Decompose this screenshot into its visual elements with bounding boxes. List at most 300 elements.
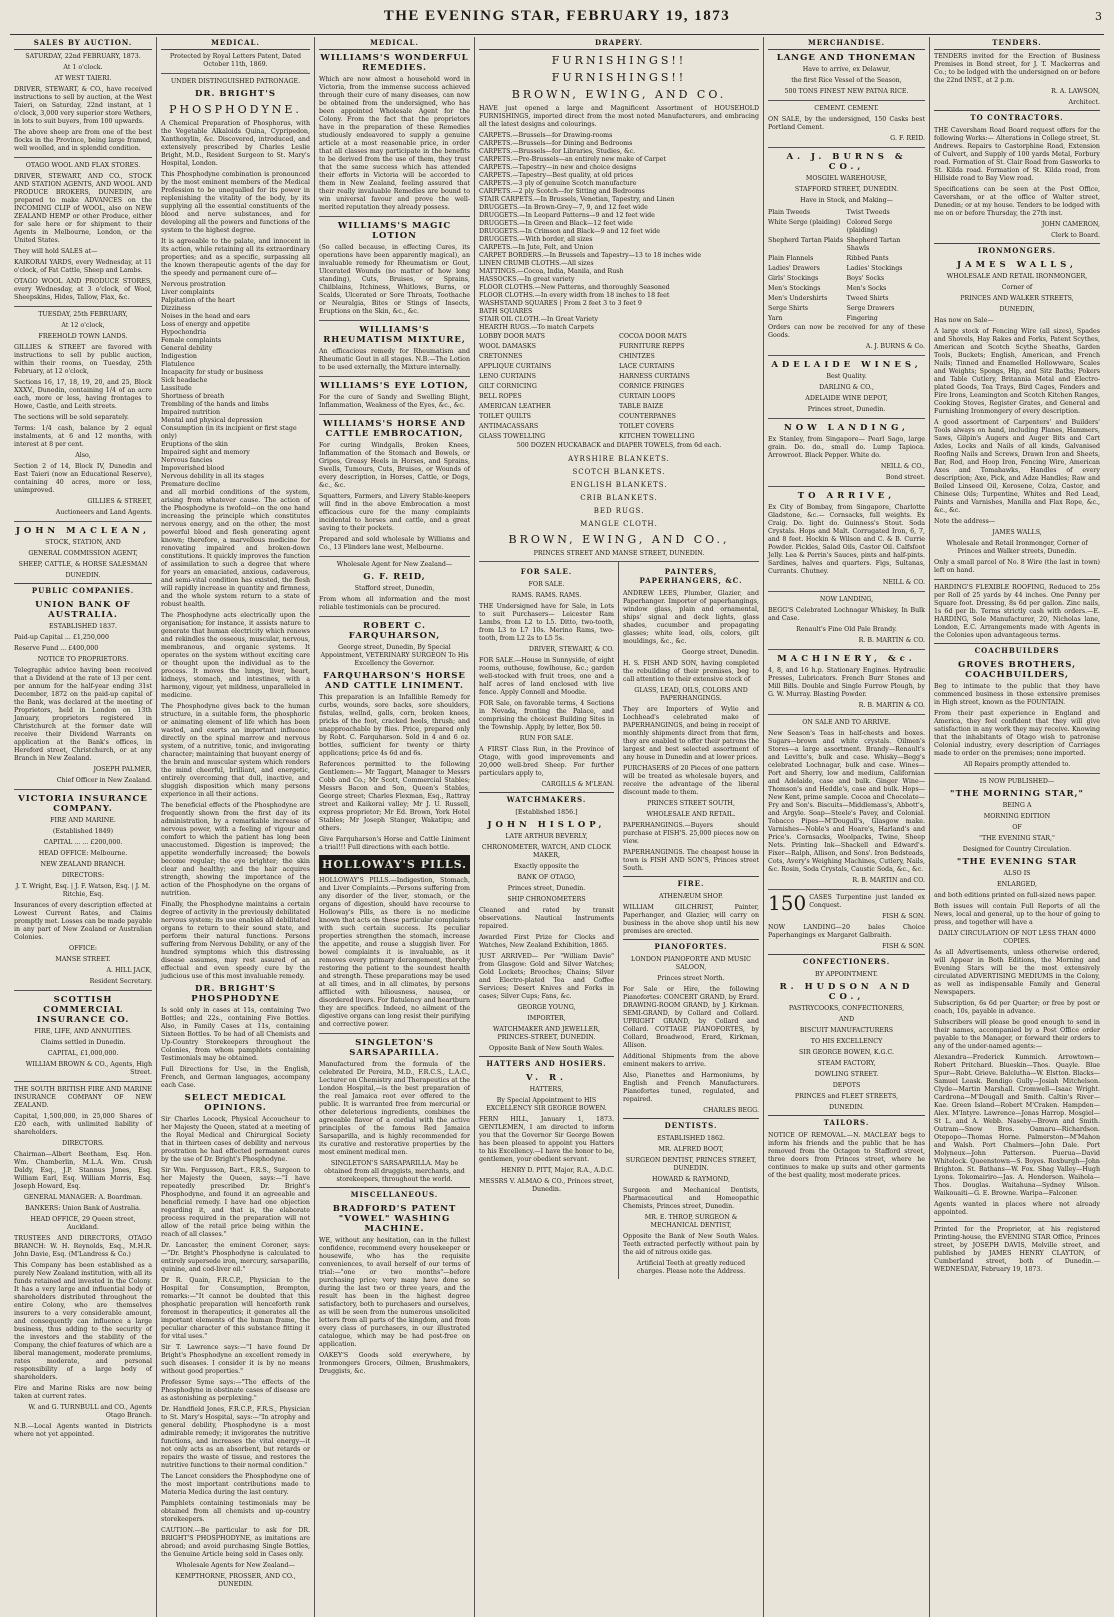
ad-text: For Sale or Hire, the following Pianofortes: CONCERT GRAND, by Erard. DRAWING-ROOM GRAND, by J. Kirkman. SEMI-GRAND, by Collard and Collard. UPRIGHT GRAND, by Collard and Collard. COTTAGE PIANOFORTES, by Collard, Broadwood, Erard, Kirkman, Allison.: [623, 986, 759, 1049]
ad-text: The Lancet considers the Phosphodyne one of the most important contributions made to Materia Medica during the last century.: [161, 1473, 310, 1496]
section-header: TAILORS.: [768, 1115, 925, 1129]
ad-text: PAPERHANGINGS. The cheapest house in town is FISH AND SON'S, Princes street South.: [623, 849, 759, 872]
signature: CARGILLS & M'LEAN.: [541, 781, 614, 788]
ad-text: Is sold only in cases at 11s, containing Two Bottles; and 22s., containing Five Bottles. Also, in Family Cases at 11s, containing Sixteen Bottles. To be had of all Chemists and Up-Country Storekeepers throughout the Colonies, from whom pamphlets containing Testimonials may be obtained.: [161, 1007, 310, 1062]
carpet-item: CARPETS.—3 ply of genuine Scotch manufacture: [479, 180, 637, 187]
woollen-row-cell: Colored Serge (plaiding): [846, 219, 893, 234]
ad-text: Best Quality.: [826, 373, 867, 380]
ad-text: NOW LANDING—20 bales Choice Paperhangings ex Margaret Galbraith.: [768, 924, 925, 939]
signature: DRIVER, STEWART, & CO.: [528, 646, 614, 653]
ad-heading: JAMES WALLS,: [957, 260, 1077, 270]
ad-text: Wholesale Agents for New Zealand—: [176, 1562, 295, 1569]
ad-text: THE Caversham Road Board request offers for the following Works:— Alterations in College street, St. Andrews. Repairs to Castorphine Road, Extension of Culvert, and Supply of 100 yards Metal, Forbury road. Formation of St. Clair Road from Gasworks to St. Kilda road. Formation of St. Kilda road, from Hillside road to Bay View road.: [934, 127, 1100, 182]
section-header: PIANOFORTES.: [623, 939, 759, 953]
woollen-row-cell: Tweed Shirts: [846, 295, 889, 302]
ad-text: Sir Wm. Fergusson, Bart., F.R.S., Surgeon to her Majesty the Queen, says:—"I have repeatedly prescribed Dr. Bright's Phosphodyne, and found it an agreeable and beneficial remedy. I have had one objection regarding it, and that is, the elaborate process required in the preparation will not allow of the retail price being within the reach of all classes.": [161, 1167, 310, 1238]
ad-text: PURCHASERS of 20 Pieces of one pattern will be treated as wholesale buyers, and receive the advantage of the liberal discount made to them.: [623, 765, 759, 796]
drapery-row-cell: CRETONNES: [479, 353, 523, 360]
ad-text: Artificial Teeth at greatly reduced charges. Please note the Address.: [636, 1260, 746, 1275]
column-header: MEDICAL.: [319, 37, 470, 50]
ad-text: NOTICE TO PROPRIETORS.: [37, 656, 129, 663]
ad-text: The above sheep are from one of the best flocks in the Province, being large framed, well woolled, and in splendid condition.: [14, 129, 152, 152]
ailment-item: Nervous fancies: [161, 457, 213, 464]
ad-heading: FOR SALE.: [528, 581, 565, 588]
ailment-item: Impoverished blood: [161, 465, 225, 472]
ailment-item: Flatulence: [161, 361, 195, 368]
woollen-row-cell: White Serge (plaiding): [768, 219, 841, 226]
columns: [10, 37, 1104, 1617]
woollen-row: [768, 218, 925, 236]
ad-heading: FURNISHINGS!!: [551, 54, 687, 67]
column-header: DRAPERY.: [479, 37, 759, 50]
woollen-row: [768, 254, 925, 264]
ailment-item: Consumption (in its incipient or first stage only): [161, 425, 297, 440]
section-header: PAINTERS, PAPERHANGERS, &C.: [639, 567, 743, 585]
ad-text: Renault's Fine Old Pale Brandy.: [796, 626, 897, 633]
section-header: FIRE.: [623, 876, 759, 890]
ad-heading: GLASS, LEAD, OILS, COLORS AND PAPERHANGINGS.: [634, 687, 748, 702]
carpet-item: CARPET BORDERS.—In Brussels and Tapestry—13 to 18 inches wide: [479, 252, 702, 259]
ad-text: OTAGO WOOL AND PRODUCE STORES, every Wednesday, at 3 o'clock, of Wool, Sheepskins, Hides, Tallow, Flax, &c.: [14, 278, 152, 301]
ad-heading: "THE MORNING STAR,": [950, 789, 1084, 799]
woollen-row-cell: Girls' Stockings: [768, 275, 819, 282]
woollen-row-cell: Ladies' Stockings: [846, 265, 903, 272]
blanket-item: AYRSHIRE BLANKETS.: [568, 455, 670, 463]
woollen-row-cell: Twist Tweeds: [846, 209, 890, 216]
ad-text: CASES Turpentine just landed ex Conquest.: [809, 894, 925, 909]
ad-text: 4, 8, and 16 h.p. Stationary Engines. Hydraulic Presses, Lubricators. French Burr Stones and Mill Bills. Double and Single Furrow Plough, by G. W. Murray. Blasting Powder.: [768, 667, 925, 698]
ad-text: BEING A: [1002, 802, 1032, 809]
drapery-row: [479, 422, 759, 432]
ad-text: WATCHMAKER AND JEWELLER, PRINCES-STREET, DUNEDIN.: [493, 1026, 600, 1041]
ad-text: CAUTION.—Be particular to ask for DR. BRIGHT'S PHOSPHODYNE, as imitations are abroad; and avoid purchasing Single Bottles, the Genuine Article being sold in Cases only.: [161, 1527, 310, 1558]
drapery-row-cell: HARNESS CURTAINS: [619, 373, 690, 380]
ad-text: FERN HILL, January 1, 1873. GENTLEMEN, I am directed to inform you that the Governor Sir George Bowen has been pleased to appoint you Hatters to his Excellency.—I have the honor to be, gentlemen, your obedient servant.: [479, 1116, 614, 1163]
carpet-item: DRUGGETS.—In Green and Black—12 feet wide: [479, 220, 633, 227]
ad-text: DARLING & CO.,: [819, 384, 874, 391]
sale-date: TUESDAY, 25th FEBRUARY,: [38, 311, 128, 318]
signature: G. F. REID,: [363, 572, 426, 582]
ad-text: FIRE AND MARINE.: [50, 817, 116, 824]
ad-number: 150: [768, 894, 807, 913]
ad-text: Beg to intimate to the public that they have commenced business in those extensive premises in High street, known as the FOUNTAIN.: [934, 683, 1100, 706]
ad-text: Orders can now be received for any of these Goods.: [768, 324, 925, 339]
ad-heading: WILLIAMS'S MAGIC LOTION: [337, 221, 452, 241]
ad-heading: FURNISHINGS!!: [551, 71, 687, 84]
section-header: MISCELLANEOUS.: [319, 1187, 470, 1201]
drapery-row-cell: BELL ROPES: [479, 393, 522, 400]
ad-text: BISCUIT MANUFACTURERS: [799, 1027, 894, 1034]
ad-text: A FIRST Class Run, in the Province of Otago, with good improvements and 20,000 well-bred Sheep. For further particulars apply to,: [479, 746, 614, 777]
ailment-item: Nervous prostration: [161, 281, 226, 288]
woollen-row: [768, 304, 925, 314]
ad-text: Surgeon and Mechanical Dentists, Pharmaceutical and Homeopathic Chemists, Princes street, Dunedin.: [623, 1187, 759, 1210]
drapery-row-cell: LACE CURTAINS: [619, 363, 675, 370]
ad-text: A Chemical Preparation of Phosphorus, with the Vegetable Alkaloids Quina, Cypripedon, Xanthoxylin, &c. Discovered, introduced, and extensively prescribed by Charles Leslie Bright, M.D., Resident Surgeon to St. Mary's Hospital, London.: [161, 120, 310, 167]
ad-heading: MR. E. THROP, SURGEON & MECHANICAL DENTIST,: [644, 1214, 738, 1229]
ad-text: DUNEDIN.: [65, 572, 101, 579]
ad-text: HOLLOWAY'S PILLS.—Indigestion, Stomach, and Liver Complaints.—Persons suffering from any disorder of the liver, stomach, or the organs of digestion, should have recourse to Holloway's Pills, as there is no medicine known that acts on these particular complaints with such certain success. Its peculiar properties strengthen the stomach, increase the appetite, and rouse a sluggish liver. For bowel complaints it is invaluable, as it removes every primary derangement, thereby restoring the patient to the soundest health and strength. These preparations may be used at all times, and in all climates, by persons afflicted with biliousness, nausea, or disordered livers. For flatulency and heartburn they are specifics. Indeed, no ailment of the digestive organs can long resist their purifying and corrective power.: [319, 877, 470, 1028]
signature: NEILL & CO.: [882, 579, 925, 586]
ad-text: OAKEY'S Goods sold everywhere, by Ironmongers Grocers, Oilmen, Brushmakers, Druggists, &c.: [319, 1352, 470, 1375]
ad-text: JUST ARRIVED— Per "William Davie" from Glasgow: Gold and Silver Watches; Gold Lockets; Brooches; Chains; Silver and Electro-plated Tea and Coffee Services; Desert Knives and Forks in cases; Silver Cups; Fans, &c.: [479, 953, 614, 1000]
ad-text: Both issues will contain Full Reports of all the News, local and general, up to the hour of going to press, and together will have a: [934, 903, 1100, 926]
ad-text: GENERAL MANAGER: A. Boardman.: [23, 1194, 143, 1201]
ad-text: SURGEON DENTIST, PRINCES STREET, DUNEDIN.: [625, 1157, 757, 1172]
carpet-item: CARPETS.—Brussels—for Dining and Bedrooms: [479, 140, 633, 147]
ailment-item: Loss of energy and appetite: [161, 321, 250, 328]
carpet-item: BATH SQUARES: [479, 308, 533, 315]
ad-text: Awarded First Prize for Clocks and Watches, New Zealand Exhibition, 1865.: [479, 934, 614, 949]
blanket-item: ENGLISH BLANKETS.: [570, 481, 668, 489]
ad-text: PRINCES STREET AND MANSE STREET, DUNEDIN.: [533, 550, 705, 557]
ad-text: Chairman—Albert Beetham, Esq. Hon. Wm. Chamberlin, M.L.A. Wm. Crush Daldy, Esq., J.P. Stannus Jones, Esq. William Earl, Esq. William Morris, Esq. Joseph Howard, Esq.: [14, 1151, 152, 1190]
drapery-row-cell: LENO CURTAINS: [479, 373, 536, 380]
woollen-row-cell: Yarn: [768, 315, 783, 322]
ad-text: DUNEDIN.: [828, 1104, 865, 1111]
ad-text: Ex City of Bombay, from Singapore, Charlotte Gladstone, &c.— Cornsacks, full weights. Ex Craig. Do. light do. Guinness's Stout. Soda Crystals. Hops and Malt. Corrugated Iron, 6, 7, and 8 feet. Hockin & Wilson and C. & B. Currie Powder. Pickles, Salad Oils, Castor Oil. Calfsfoot Jelly. Lea & Perrin's Sauces, pints and half-pints. Sardines, halves and quarters. Figs, Sultanas, Currants. Chutney.: [768, 504, 925, 575]
ailment-item: Indigestion: [161, 353, 197, 360]
ad-text: Designed for Country Circulation.: [962, 846, 1072, 853]
drapery-row-cell: GLASS TOWELLING: [479, 433, 546, 440]
drapery-row: [479, 402, 759, 412]
ailment-item: Premature decline: [161, 481, 221, 488]
ad-heading: OTAGO WOOL AND FLAX STORES.: [25, 162, 141, 169]
ad-heading: NOW LANDING,: [783, 423, 910, 433]
carpet-item: DRUGGETS.—In Crimson and Black—9 and 12 feet wide: [479, 228, 660, 235]
ad-text: This preparation is an Infallible Remedy for curbs, wounds, sore backs, sore shoulders, fistulas, wellnd, galls, corn, broken knees, pricks of the foot, cracked heels, thrush; and unapproachable by flies. Price, prepared only by Robt. C. Farquharson. Sold in 4 and 6 oz. bottles, sufficient for twenty or thirty applications; price 4s 6d and 6s.: [319, 694, 470, 757]
drapery-row: [479, 392, 759, 402]
ad-text: A good assortment of Carpenters' and Builders' Tools always on hand, including Planes, Hammers, Saws, Gilpin's Augers and Auger Bits and Cart Axles, Locks and Nails of all kinds, Galvanised Roofing Nails and Screws, Drawn Iron and Sheets, Bar, Rod, and Hoop Iron, Fencing Wire, American Axes and Tomahawks, Handles of every description; Axe, Pick, and Adze Handles; Raw and Boiled Linseed Oil, Kerosene, Colza, Castor, and Chinese Oils; Turpentine, Whites and Red Lead, Paints and Varnishes, Manilla and Flax Rope, &c., &c., &c.: [934, 419, 1100, 514]
drapery-row-cell: GILT CORNICING: [479, 383, 537, 390]
ad-heading: BRADFORD'S PATENT "VOWEL" WASHING MACHINE.: [332, 1204, 457, 1234]
ad-text: Have in Stock, and Making—: [800, 197, 893, 204]
ad-text: TRUSTEES AND DIRECTORS, OTAGO BRANCH: W. H. Reynolds, Esq., M.H.R. John Davie, Esq. (M'Landress & Co.): [14, 1235, 152, 1258]
blanket-list: [479, 455, 759, 528]
ad-text: the first Rice Vessel of the Season,: [791, 77, 902, 84]
sale-place: AT WEST TAIERI.: [54, 75, 112, 82]
woollen-row-cell: Plain Flannels: [768, 255, 814, 262]
ad-heading: PRINCES STREET SOUTH,: [647, 800, 735, 807]
ad-heading: "THE EVENING STAR: [956, 857, 1078, 867]
woollen-row: [768, 294, 925, 304]
blanket-item: MANGLE CLOTH.: [580, 520, 658, 528]
drapery-row: [479, 372, 759, 382]
ad-text: Only a small parcel of No. 8 Wire (the last in town) left on hand.: [934, 559, 1100, 574]
ad-text: George street, Dunedin, By Special Appointment, VETERINARY SURGEON To His Excellency the Governor.: [320, 644, 469, 667]
drapery-row-cell: COUNTERPANES: [619, 413, 676, 420]
ad-text: Exactly opposite the: [514, 863, 579, 870]
ad-text: ANDREW LEES, Plumber, Glazier, and Paperhanger. Importer of paperhangings, window glass, plain and ornamental, ships' signal and deck lights, glass shades, cucumber and propagating glasses; white lead, oils, colors, gilt mouldings, &c., &c.: [623, 590, 759, 645]
section-header: WATCHMAKERS.: [479, 792, 614, 806]
drapery-row-cell: TOILET COVERS: [619, 423, 674, 430]
column-header: SALES BY AUCTION.: [14, 37, 152, 50]
ad-text: They will hold SALES at—: [14, 248, 98, 255]
ad-text: ADELAIDE WINE DEPOT,: [805, 395, 888, 402]
ad-heading: WILLIAMS'S RHEUMATISM MIXTURE,: [323, 325, 466, 345]
ad-heading: TO ARRIVE,: [797, 491, 896, 501]
ad-text: Dr R. Quain, F.R.C.P., Physician to the Hospital for Consumption, Brompton, remarks:—"It cannot be doubted that this phosphatic preparation will henceforth rank foremost in therapeutics; it generates all the important elements of the human frame, the peculiar character of this substance fitting it for vital uses.": [161, 1277, 310, 1340]
ad-text: DIRECTORS.: [62, 1140, 104, 1147]
ad-text: Paid-up Capital ... £1,250,000: [14, 634, 109, 641]
ad-text: Telegraphic advice having been received that a Dividend at the rate of 13 per cent. per annum for the half-year ending 31st December, 1872 on the paid-up capital of the Bank, was declared at the meeting of Proprietors, held in London on 13th January, proprietors registered in Christchurch at the former date will receive their Dividend Warrants on application at the Bank's offices, in Hereford street, Christchurch, or at any Branch in New Zealand.: [14, 667, 152, 762]
ad-heading: LONDON PIANOFORTE AND MUSIC SALOON,: [631, 956, 751, 971]
signature: G. F. REID.: [890, 135, 925, 142]
drapery-row-cell: WOOL DAMASKS: [479, 343, 536, 350]
drapery-row: [479, 432, 759, 442]
signature: Chief Officer in New Zealand.: [56, 777, 152, 784]
ad-text: Full Directions for Use, in the English, French, and German languages, accompany each Case.: [161, 1066, 310, 1089]
drapery-row-cell: TABLE BAIZE: [619, 403, 664, 410]
ad-text: Princes street North.: [657, 975, 725, 982]
signature: JOHN CAMERON,: [1041, 221, 1100, 228]
ad-heading: BY APPOINTMENT.: [815, 971, 878, 978]
signature: R. B. MARTIN & CO.: [858, 637, 925, 644]
ad-text: and both editions printed on full-sized news paper.: [934, 892, 1097, 899]
carpet-item: WASHSTAND SQUARES | From 2 feet 3 to 3 feet 9: [479, 300, 642, 307]
ad-text: DUNEDIN,: [999, 306, 1035, 313]
ad-heading: DR. BRIGHT'S PHOSPHODYNE: [191, 984, 280, 1004]
ad-text: Opposite Bank of New South Wales.: [489, 1045, 604, 1052]
ad-text: Fire and Marine Risks are now being taken at current rates.: [14, 1385, 152, 1400]
carpet-item: CARPETS.—Brussels—for Libraries, Studies, &c.: [479, 148, 636, 155]
ad-text: PRINCES AND WALKER STREETS,: [960, 295, 1074, 302]
carpet-item: DRUGGETS.—In Brown-Grey—7, 9, and 12 feet wide: [479, 204, 648, 211]
ad-text: ESTABLISHED 1862.: [656, 1135, 726, 1142]
section-header: HATTERS AND HOSIERS.: [479, 1056, 614, 1070]
blanket-item: CRIB BLANKETS.: [580, 494, 658, 502]
woollen-row-cell: Boys' Socks: [846, 275, 885, 282]
carpet-item: CARPETS.—2 ply Scotch—for Sitting and Bedrooms: [479, 188, 645, 195]
column-auctions: [10, 37, 157, 1617]
ad-heading: SINGLETON'S SARSAPARILLA.: [349, 1038, 440, 1058]
drapery-row-cell: APPLIQUE CURTAINS: [479, 363, 552, 370]
ad-text: DOWLING STREET.: [814, 1071, 879, 1078]
ad-heading: PHOSPHODYNE.: [169, 103, 302, 116]
ad-text: GENERAL COMMISSION AGENT,: [28, 550, 138, 557]
ad-text: HEAD OFFICE: Melbourne.: [38, 850, 128, 857]
drapery-row-cell: ANTIMACASSARS: [479, 423, 539, 430]
ad-text: Note the address—: [934, 518, 996, 525]
signature: George street, Dunedin.: [681, 649, 759, 656]
ad-heading: A. J. BURNS & CO.,: [786, 152, 907, 172]
carpet-item: CARPETS.—In Jute, Felt, and Union: [479, 244, 594, 251]
ad-heading: JOHN HISLOP,: [487, 820, 606, 830]
woollen-row-cell: Serge Shirts: [768, 305, 808, 312]
woollen-row-cell: Men's Stockings: [768, 285, 821, 292]
agent-list: Alexandra—Frederick Kummich. Arrowtown—Robert Pritchard. Blueskin—Thos. Quayle. Blue Spur—Robt. Grieve. Balclutha—W. Elstton. Blacks—Samuel Leask. Bendigo Gully—Josiah Mitchelson. Clyde—Martin Marshall. Cromwell—Isaac Wright. Cardrona—M'Dougall and Smith. Caltin's River—Kae. Green Island—Robert M'Craken. Hampden—Alex. M'Intyre. Lawrence—Jonas Harrop. Mosgiel—St L. and A. Webb. Naseby—Brown and Smith. Outram—Snow Bros. Oamaru—Richardson. Otepopo—Thomas Horne. Palmerston—M'Mahon and Walsh. Port Chalmers—John Dale. Port Molyneux—John Patterson. Puerua—David Whitelock. Queenstown—S. Boyes. Roxburgh—John Brighton. St. Bathans—W. Fox. Shag Valley—Hugh Lyons. Tokomairiro—Jas. A. Henderson. Waihola—Thos. Douglas. Waitahuna—Sydney Wilson. Waikouaiti—G. E. Browne. Waripa—Falconer.: [934, 1054, 1100, 1197]
woollen-row-cell: Fingering: [846, 315, 878, 322]
ad-text: Insurances of every description effected at Lowest Current Rates, and Claims promptly met. Losses can be made payable in any part of New Zealand or Australian Colonies.: [14, 902, 153, 941]
carpet-item: CARPETS.—Brussels—for Drawing-rooms: [479, 132, 613, 139]
ad-text: A large stock of Fencing Wire (all sizes), Spades and Shovels, Hay Rakes and Forks, Patent Scythes, American and Scotch Scythe Sheaths, Garden Tools, Buckets; English, American, and French Nails; Tinned and Enamelled Hollowware, Scales and Weights; Spongs, Hip, and Sitz Baths; Pokers and Table Cutlery, Britannia Metal and Electro-plated Goods, Tea Trays, Bird Cages, Fenders and Fire Irons, Leamington and Scotch Kitchen Ranges, Cooking Stoves, Register Grates, and General and Furnishing Ironmongery of every description.: [934, 328, 1100, 415]
ad-heading: MR. ALFRED BOOT,: [658, 1146, 724, 1153]
ad-text: N.B.—Local Agents wanted in Districts where not yet appointed.: [14, 1423, 152, 1438]
ad-heading: ROBERT C. FARQUHARSON,: [348, 621, 441, 641]
ad-text: Sir Charles Locock, Physical Accoucheur to her Majesty the Queen, stated at a meeting of the Royal Medical and Chirurgical Society that in thirteen cases of debility and nervous prostration he had effected permanent cures by the use of Dr. Bright's Phosphodyne.: [161, 1116, 310, 1163]
sale-time: At 12 o'clock,: [61, 322, 105, 329]
ad-text: Reserve Fund ... £400,000: [14, 645, 99, 652]
ad-heading: ADELAIDE WINES,: [771, 360, 922, 370]
ad-text: Finally, the Phosphodyne maintains a certain degree of activity in the previously debilitated nervous system; its use enables all debilitated organs to return to their sound state, and perform their natural functions. Persons suffering from Nervous Debility, or any of the hundred symptoms which this distressing disease assumes, may rest assured of an effectual and even speedy cure by the judicious use of this most invaluable remedy.: [161, 901, 310, 980]
ad-text: [Established 1856.]: [515, 809, 578, 816]
ad-text: As all Advertisements, unless otherwise ordered, will Appear in Both Editions, the Morning and Evening Stars will be the most extensively circulated ADVERTISING MEDIUMS in the Colony, as well as indispensable Family and General Newspapers.: [934, 949, 1100, 996]
ad-text: Stafford street, Dunedin,: [354, 585, 435, 592]
section-header: TO CONTRACTORS.: [934, 110, 1100, 124]
ailment-item: Impaired sight and memory: [161, 449, 250, 456]
ad-text: SINGLETON'S SARSAPARILLA. May be obtained from all druggists, merchants, and storekeepers, throughout the world.: [324, 1160, 465, 1183]
ad-text: FOR SALE.—House in Sunnyside, of eight rooms, outhouse, fowlhouse, &c.; garden well-stocked with fruit trees, one and a half acres of land enclosed with live fence. Apply Connell and Moodie.: [479, 657, 614, 696]
sale-date: SATURDAY, 22nd FEBRUARY, 1873.: [25, 53, 141, 60]
ad-text: Protected by Royal Letters Patent, Dated October 11th, 1869.: [169, 53, 302, 68]
ad-text: BEGG'S Celebrated Lochnagar Whiskey, In Bulk and Case.: [768, 607, 925, 622]
ad-heading: LANGE AND THONEMAN: [776, 53, 917, 63]
ad-text: The sections will be sold separately.: [14, 414, 129, 421]
signature: JAMES WALLS,: [992, 529, 1042, 536]
ad-text: 500 DOZEN HUCKABACK and DIAPER TOWELS, from 6d each.: [516, 442, 722, 449]
ailment-item: Female complaints: [161, 337, 222, 344]
ad-text: This Phosphodyne combination is pronounced by the most eminent members of the Medical Profession to be unequalled for its power in replenishing the vitality of the body, by its supplying all the essential constituents of the blood and nerve substances, and for developing all the powers and functions of the system to the highest degree.: [161, 171, 310, 234]
woollen-row: [768, 284, 925, 294]
ad-text: Ex Stanley, from Singapore— Pearl Sago, large grain. Do. do., small do. Lump Tapioca. Arrowroot. Black Pepper. White do.: [768, 436, 925, 459]
ad-text: CAPITAL, £1,000,000.: [47, 1050, 119, 1057]
ad-heading: ENLARGED,: [996, 881, 1038, 888]
woollen-row-cell: Serge Drawers: [846, 305, 895, 312]
blanket-item: SCOTCH BLANKETS.: [572, 468, 666, 476]
woollen-row: [768, 208, 925, 218]
ad-text: References permitted to the following Gentlemen:— Mr Taggart, Manager to Messrs Cobb and Co.; Mr Scott, Commercial Stables; Messrs Bacon and Son, Queen's Stables, George street; Charles Flexman, Esq., Rattray street and Kaikorai valley; Mr J. U. Russell, express proprietor; Mr Ed. Brown, York Hotel Stables; Mr Joseph Stanger, Wakatipu; and others.: [319, 761, 470, 832]
ad-text: Prepared and sold wholesale by Williams and Co., 13 Flinders lane west, Melbourne.: [319, 536, 470, 551]
drapery-row-cell: CORNICE FRINGES: [619, 383, 685, 390]
woollen-row: [768, 314, 925, 324]
ad-text: From whom all information and the most reliable testimonials can be procured.: [319, 596, 470, 611]
ad-heading: DAILY CIRCULATION OF NOT LESS THAN 4000 COPIES.: [938, 930, 1096, 945]
ad-heading: KEMPTHORNE, PROSSER, AND CO., DUNEDIN.: [175, 1573, 296, 1588]
drapery-row: [479, 332, 759, 342]
ad-heading: ATHENÆUM SHOP.: [659, 893, 723, 900]
ad-text: This Company has been established as a purely New Zealand institution, with all its funds retained and invested in the Colony. It has a very large and influential body of shareholders distributed throughout the entire Colony, who are themselves insurers to a very considerable amount, and consequently can influence a large business, thus adding to the security of the investors and the stability of the Company, the chief features of which are a liberal management, moderate premiums, rates moderate, and personal responsibility of a large body of shareholders.: [14, 1262, 152, 1381]
ailment-item: Shortness of breath: [161, 393, 225, 400]
ad-heading: HOWARD & RAYMOND,: [652, 1176, 730, 1183]
ad-text: Sections 16, 17, 18, 19, 20, and 25, Block XXXV., Dunedin, containing 1/4 of an acre each, more or less, having frontages to Howe, Castle, and Leith streets.: [14, 379, 152, 410]
drapery-row-cell: KITCHEN TOWELLING: [619, 433, 695, 440]
carpet-item: MATTINGS.—Cocoa, India, Manila, and Rush: [479, 268, 624, 275]
ad-text: Princes street, Dunedin.: [807, 406, 886, 413]
drapery-row-cell: AMERICAN LEATHER: [479, 403, 551, 410]
ad-text: For the cure of Sandy and Swelling Blight, Inflammation, Weakness of the Eyes, &c., &c.: [319, 394, 470, 409]
ad-heading: RAMS. RAMS. RAMS.: [511, 592, 582, 599]
blanket-item: BED RUGS.: [593, 507, 645, 515]
ad-heading: RUN FOR SALE.: [519, 735, 574, 742]
ad-text: Wholesale and Retail Ironmonger, Corner of Princes and Walker streets, Dunedin.: [946, 540, 1088, 555]
ad-text: Has now on Sale—: [934, 317, 994, 324]
ad-text: Corner of: [1001, 284, 1033, 291]
ad-heading: WILLIAMS'S EYE LOTION,: [320, 381, 469, 391]
holloways-pills-banner: HOLLOWAY'S PILLS.: [319, 855, 470, 874]
ailment-item: Dizziness: [161, 305, 191, 312]
ad-text: Capital, 1,500,000, in 25,000 Shares of £20 each, with unlimited liability of shareholders.: [14, 1113, 152, 1136]
drapery-pairs: [479, 332, 759, 442]
ad-text: Cleaned and rated by transit observations. Nautical Instruments repaired.: [479, 907, 614, 930]
drapery-row: [479, 342, 759, 352]
ad-text: Manufactured from the formula of the celebrated Dr Pereira, M.D., F.R.C.S., L.A.C., Lecturer on Chemistry and Therapeutics at the London Hospital,—is the best preparation of the real Jamaica root ever offered to the public. It is warranted free from mercurial or other deleterious ingredients, combines the agreeable flavor of a cordial with the active principles of the famous Red Jamaica Sarsaparilla, and is highly recommended for its curative and restorative properties by the most eminent medical men.: [319, 1061, 470, 1156]
for-sale-column: [479, 562, 619, 1279]
split-section: [479, 561, 759, 1279]
ad-text: Claims settled in Dunedin.: [40, 1039, 126, 1046]
ad-text: FOR Sale, on favorable terms, 4 Sections in Nevada, fronting the Palace, and comprising the choicest Building Sites in the Township. Apply, by letter, Box 50.: [479, 700, 614, 731]
ailment-item: Sick headache: [161, 377, 208, 384]
carpet-item: STAIR CARPETS.—In Brussels, Venetian, Tapestry, and Linen: [479, 196, 675, 203]
ad-heading: WILLIAMS'S WONDERFUL REMEDIES.: [320, 53, 469, 73]
ad-text: H. S. FISH AND SON, having completed the rebuilding of their premises, beg to call attention to their extensive stock of: [623, 660, 759, 683]
ad-heading: FARQUHARSON'S HORSE AND CATTLE LINIMENT.: [323, 671, 466, 691]
ad-text: The Phosphodyne gives back to the human structure, in a suitable form, the phosphoric or animating element of life which has been wasted, and exerts an important influence directly on the spinal marrow and nervous system, of a nutritive, tonic, and invigorating character; maintaining that buoyant energy of the brain and muscular system which renders the mind cheerful, brilliant, and energetic, entirely overcoming that dull, inactive, and sluggish disposition which many persons experience in all their actions.: [161, 703, 310, 798]
drapery-row-cell: CHINTZES: [619, 353, 655, 360]
ad-heading: SELECT MEDICAL OPINIONS.: [184, 1093, 287, 1113]
drapery-row-cell: COCOA DOOR MATS: [619, 333, 687, 340]
ad-text: ESTABLISHED 1837.: [48, 623, 118, 630]
drapery-row-cell: TOILET QUILTS: [479, 413, 531, 420]
ad-text: TO HIS EXCELLENCY: [810, 1038, 883, 1045]
woollen-row: [768, 264, 925, 274]
carpet-item: DRUGGETS.—In Leopard Patterns—9 and 12 feet wide: [479, 212, 655, 219]
ad-text: Subscription, 6s 6d per Quarter; or free by post or coach, 10s, payable in advance.: [934, 1000, 1100, 1015]
ad-text: MANSE STREET.: [55, 956, 111, 963]
signature: Bond street.: [885, 474, 925, 481]
ad-text: IMPORTER,: [527, 1015, 566, 1022]
ad-text: STAFFORD STREET, DUNEDIN.: [794, 186, 899, 193]
column-tenders: [930, 37, 1104, 1617]
signature: R. B. MARTIN and CO.: [852, 877, 925, 884]
ad-text: Subscribers will please be good enough to send in their names, accompanied by a Post Office order payable to the Manager, or forward their orders to any of the under-named agents:—: [934, 1019, 1100, 1050]
section-header: DENTISTS.: [623, 1118, 759, 1132]
ad-text: WILLIAM BROWN & CO., Agents, High Street.: [25, 1061, 152, 1076]
ad-heading: WILLIAMS'S HORSE AND CATTLE EMBROCATION,: [322, 419, 467, 439]
section-header: FOR SALE.: [520, 567, 573, 576]
ad-text: HEAD OFFICE, 29 Queen street, Auckland.: [30, 1216, 136, 1231]
carpet-item: CARPETS.—Pre-Brussels—an entirely new make of Carpet: [479, 156, 666, 163]
signature: Clerk to Board.: [1051, 232, 1100, 239]
section-header: IRONMONGERS.: [934, 243, 1100, 257]
turpentine-ad: [768, 894, 925, 913]
ad-text: Agents wanted in places where not already appointed.: [934, 1201, 1100, 1216]
signature: HENRY D. PITT, Major, R.A., A.D.C.: [501, 1167, 614, 1174]
ailment-item: Trembling of the hands and limbs: [161, 401, 269, 408]
ad-text: (So called because, in effecting Cures, its operations have been apparently magical), an invaluable remedy for Rheumatism or Gout, Ulcerated Wounds (no matter of how long standing), Cuts, Bruises, or Sprains, Chilblains, Itchiness, Whitlows, Burns, or Scalds, Ulcerated or Sore Throats, Toothache or Neuralgia, Bites or Stings of Insects, Eruptions on the Skin, &c., &c.: [319, 244, 470, 315]
ad-text: IS NOW PUBLISHED—: [979, 778, 1055, 785]
ailment-item: Lassitude: [161, 385, 192, 392]
ad-text: Professor Syme says:—"The effects of the Phosphodyne in obstinate cases of disease are as astonishing as perplexing.": [161, 1379, 310, 1402]
drapery-row-cell: FURNITURE REPPS: [619, 343, 685, 350]
section-header: CONFECTIONERS.: [768, 954, 925, 968]
ad-text: CAPITAL ... ... £200,000.: [43, 839, 123, 846]
ad-heading: ON SALE AND TO ARRIVE.: [802, 719, 891, 726]
carpet-item: HEARTH RUGS.—To match Carpets: [479, 324, 594, 331]
ailment-item: Liver complaints: [161, 289, 215, 296]
ad-text: SHEEP, CATTLE, & HORSE SALESMAN: [18, 561, 148, 568]
carpet-item: FLOOR CLOTHS.—New Patterns, and thoroughly Seasoned: [479, 284, 670, 291]
sale-time: At 1 o'clock.: [63, 64, 103, 71]
carpet-item: STAIR OIL CLOTH.—In Great Variety: [479, 316, 599, 323]
ad-text: FIRE, LIFE, AND ANNUITIES.: [34, 1028, 132, 1035]
signature: FISH & SON.: [882, 913, 925, 920]
ad-text: All Repairs promptly attended to.: [963, 761, 1071, 768]
signature: FISH & SON.: [882, 943, 925, 950]
ad-text: Also,: [75, 452, 91, 459]
carpet-item: CARPETS.—Tapestry—Best quality, at old prices: [479, 172, 634, 179]
ad-text: TENDERS invited for the Erection of Business Premises in Bond street, for J. T. Mackerras and Co.; to be lodged with the undersigned on or before the 22nd INST., at 2 p.m.: [934, 53, 1100, 84]
ad-text: DRIVER, STEWART, & CO., have received instructions to sell by auction, at the West Taieri, on Saturday, 22nd instant, at 1 o'clock, 3,000 very superior store Wethers, in lots to suit buyers, from 100 upwards.: [14, 86, 152, 125]
